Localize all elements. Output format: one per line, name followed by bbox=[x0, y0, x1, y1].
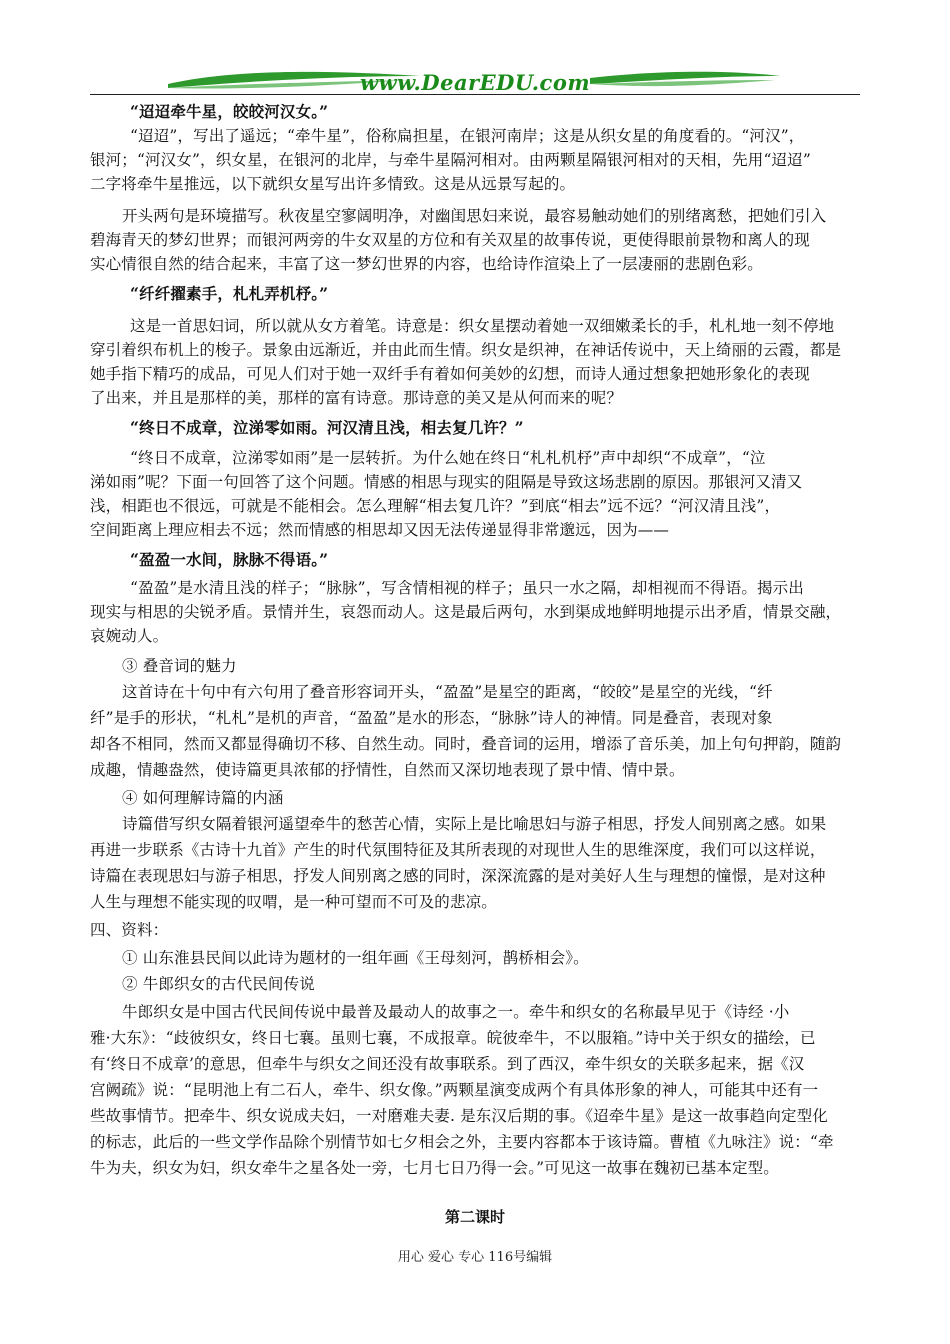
header-banner bbox=[0, 62, 950, 102]
paragraph-line: 有‘终日不成章’的意思，但牵牛与织女之间还没有故事联系。到了西汉，牵牛织女的关联多起来，据《汉 bbox=[90, 1055, 805, 1073]
poem-line-heading: “盈盈一水间，脉脉不得语。” bbox=[130, 550, 329, 569]
section-heading: 四、资料： bbox=[90, 921, 169, 939]
paragraph-line: 这是一首思妇词，所以就从女方着笔。诗意是：织女星摆动着她一双细嫩柔长的手，札札地一刻不停地 bbox=[130, 317, 835, 335]
section-heading: ③ 叠音词的魅力 bbox=[122, 657, 237, 675]
poem-line-heading: “迢迢牵牛星，皎皎河汉女。” bbox=[130, 102, 329, 121]
paragraph-line: 却各不相同，然而又都显得确切不移、自然生动。同时，叠音词的运用，增添了音乐美，加上句句押韵，随韵 bbox=[90, 735, 842, 753]
paragraph-line: 的标志，此后的一些文学作品除个别情节如七夕相会之外，主要内容都本于该诗篇。曹植《九咏注》说：“牵 bbox=[90, 1133, 834, 1151]
paragraph-line: 雅·大东》：“歧彼织女，终日七襄。虽则七襄，不成报章。皖彼牵牛，不以服箱。”诗中关于织女的描绘，已 bbox=[90, 1029, 816, 1047]
paragraph-line: 空间距离上理应相去不远；然而情感的相思却又因无法传递显得非常邈远，因为—— bbox=[90, 521, 670, 539]
paragraph-line: 诗篇在表现思妇与游子相思，抒发人间别离之感的同时，深深流露的是对美好人生与理想的憧憬，是对这种 bbox=[90, 867, 826, 885]
paragraph-line: 她手指下精巧的成品，可见人们对于她一双纤手有着如何美妙的幻想，而诗人通过想象把她形象化的表现 bbox=[90, 365, 810, 383]
paragraph-line: 碧海青天的梦幻世界；而银河两旁的牛女双星的方位和有关双星的故事传说，更使得眼前景物和离人的现 bbox=[90, 231, 810, 249]
paragraph-line: 哀婉动人。 bbox=[90, 627, 169, 645]
paragraph-line: 银河；“河汉女”，织女星，在银河的北岸，与牵牛星隔河相对。由两颗星隔银河相对的天相，先用“迢迢” bbox=[90, 151, 811, 169]
poem-line-heading: “终日不成章，泣涕零如雨。河汉清且浅，相去复几许？” bbox=[130, 418, 524, 437]
paragraph-line: “迢迢”，写出了遥远；“牵牛星”，俗称扁担星，在银河南岸；这是从织女星的角度看的。“河汉”， bbox=[130, 127, 805, 145]
paragraph-line: 了出来，并且是那样的美，那样的富有诗意。那诗意的美又是从何而来的呢？ bbox=[90, 389, 623, 407]
paragraph-line: “盈盈”是水清且浅的样子；“脉脉”，写含情相视的样子；虽只一水之隔，却相视而不得语。揭示出 bbox=[130, 579, 804, 597]
paragraph-line: 开头两句是环境描写。秋夜星空寥阔明净，对幽闺思妇来说，最容易触动她们的别绪离愁，把她们引入 bbox=[122, 207, 827, 225]
paragraph-line: 浅，相距也不很远，可就是不能相会。怎么理解“相去复几许？”到底“相去”远不远？“河汉清且浅”， bbox=[90, 497, 781, 515]
paragraph-line: 纤”是手的形状，“札札”是机的声音，“盈盈”是水的形态，“脉脉”诗人的神情。同是叠音，表现对象 bbox=[90, 709, 773, 727]
paragraph-line: 成趣，情趣盎然，使诗篇更具浓郁的抒情性，自然而又深切地表现了景中情、情中景。 bbox=[90, 761, 685, 779]
page-footer: 用心 爱心 专心 116号编辑 bbox=[397, 1250, 553, 1265]
section-heading: ④ 如何理解诗篇的内涵 bbox=[122, 789, 284, 807]
list-item: ① 山东淮县民间以此诗为题材的一组年画《王母刻河，鹊桥相会》。 bbox=[122, 949, 589, 967]
list-item: ② 牛郎织女的古代民间传说 bbox=[122, 975, 315, 993]
paragraph-line: 人生与理想不能实现的叹喟，是一种可望而不可及的悲凉。 bbox=[90, 893, 497, 911]
site-logo[interactable]: www.DearEDU.com bbox=[359, 70, 591, 95]
paragraph-line: “终日不成章，泣涕零如雨”是一层转折。为什么她在终日“札札机杼”声中却织“不成章”，“泣 bbox=[130, 449, 766, 467]
paragraph-line: 牛为夫，织女为妇，织女牵牛之星各处一旁，七月七日乃得一会。”可见这一故事在魏初已基本定型。 bbox=[90, 1159, 779, 1177]
paragraph-line: 涕如雨”呢？下面一句回答了这个问题。情感的相思与现实的阻隔是导致这场悲剧的原因。那银河又清又 bbox=[90, 473, 803, 491]
paragraph-line: 穿引着织布机上的梭子。景象由远渐近，并由此而生情。织女是织神，在神话传说中，天上绮丽的云霞，都是 bbox=[90, 341, 842, 359]
paragraph-line: 些故事情节。把牵牛、织女说成夫妇，一对磨难夫妻. 是东汉后期的事。《迢牵牛星》是这一故事趋向定型化 bbox=[90, 1107, 828, 1125]
paragraph-line: 诗篇借写织女隔着银河遥望牵牛的愁苦心情，实际上是比喻思妇与游子相思，抒发人间别离之感。如果 bbox=[122, 815, 827, 833]
paragraph-line: 再进一步联系《古诗十九首》产生的时代氛围特征及其所表现的对现世人生的思维深度，我们可以这样说， bbox=[90, 841, 826, 859]
poem-line-heading: “纤纤擢素手，札札弄机杼。” bbox=[130, 284, 329, 303]
paragraph-line: 现实与相思的尖锐矛盾。景情并生，哀怨而动人。这是最后两句，水到渠成地鲜明地提示出矛盾，情景交融， bbox=[90, 603, 842, 621]
paragraph-line: 这首诗在十句中有六句用了叠音形容词开头，“盈盈”是星空的距离，“皎皎”是星空的光线，“纤 bbox=[122, 683, 773, 701]
paragraph-line: 二字将牵牛星推远，以下就织女星写出许多情致。这是从远景写起的。 bbox=[90, 175, 576, 193]
paragraph-line: 实心情很自然的结合起来，丰富了这一梦幻世界的内容，也给诗作渲染上了一层凄丽的悲剧色彩。 bbox=[90, 255, 763, 273]
lesson-title: 第二课时 bbox=[444, 1208, 505, 1226]
paragraph-line: 牛郎织女是中国古代民间传说中最普及最动人的故事之一。牵牛和织女的名称最早见于《诗经 ·小 bbox=[122, 1003, 790, 1021]
paragraph-line: 宫阙疏》说：“昆明池上有二石人，牵牛、织女像。”两颗星演变成两个有具体形象的神人，可能其中还有一 bbox=[90, 1081, 819, 1099]
header-divider bbox=[90, 94, 860, 95]
